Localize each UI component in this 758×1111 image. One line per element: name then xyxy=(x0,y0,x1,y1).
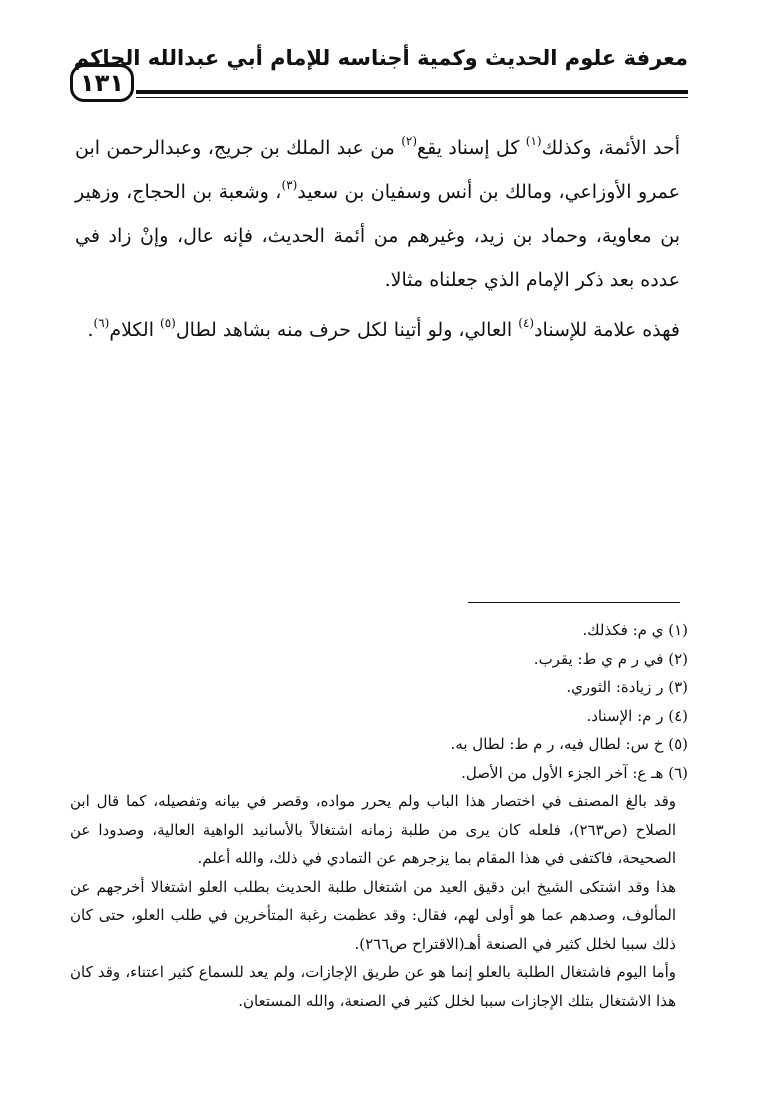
text-run: ، وشعبة بن الحجاج، وزهير بن معاوية، وحماد بن زيد، وغيرهم من أئمة الحديث، فإنه عال، وإنْ زاد في عدده بعد ذكر الإمام الذي جعلناه مثالا. xyxy=(75,181,680,291)
footnote-6-commentary-3: وأما اليوم فاشتغال الطلبة بالعلو إنما هو عن طريق الإجازات، ولم يعد للسماع كثير اعتناء، وقد كان هذا الاشتغال بتلك الإجازات سببا لخلل كثير في الصنعة، والله المستعان. xyxy=(70,963,676,1010)
header-rule-thick xyxy=(136,90,688,94)
footnotes xyxy=(70,616,688,1015)
body-paragraph-1 xyxy=(75,126,680,302)
footnote-number: (٤) xyxy=(668,706,688,725)
footnote-number: (٢) xyxy=(668,649,688,668)
footnote-number: (٥) xyxy=(668,735,688,753)
text-run: الكلام xyxy=(109,319,161,341)
footnote-6-commentary-1: وقد بالغ المصنف في اختصار هذا الباب ولم يحرر مواده، وقصر في بيانه وتفصيله، كما قال ابن الصلاح (ص٢٦٣)، فلعله كان يرى من طلبة زمانه اشتغالاً بالأسانيد الواهية العالية، وصدودا عن الصحيحة، فاكتفى في هذا المقام بما يزجرهم عن التمادي في ذلك، والله أعلم. xyxy=(70,792,676,867)
footnote-text: ي م: فكذلك. xyxy=(582,621,669,639)
footnote-number: (٣) xyxy=(668,678,688,696)
footnote-number: (١) xyxy=(668,621,688,639)
footnote-6 xyxy=(70,759,688,788)
main-text xyxy=(75,126,680,358)
footnote-3 xyxy=(70,673,688,702)
footnote-6-commentary-2: هذا وقد اشتكى الشيخ ابن دقيق العيد من اشتغال طلبة الحديث بطلب العلو اشتغالا أخرجهم عن المألوف، وصدهم عما هو أولى لهم، فقال: وقد عظمت رغبة المتأخرين في طلب العلو، حتى كان ذلك سببا لخلل كثير في الصنعة أهـ(الاقتراح ص٢٦٦). xyxy=(70,877,676,953)
page-header xyxy=(70,40,688,110)
footnote-text: ر زيادة: الثوري. xyxy=(566,678,669,696)
footnote-4 xyxy=(70,702,688,731)
footnote-ref-5[interactable]: (٥) xyxy=(160,316,176,330)
footnote-text: هـ ع: آخر الجزء الأول من الأصل. xyxy=(461,763,669,782)
footnote-text: في ر م ي ط: يقرب. xyxy=(533,649,669,668)
footnote-ref-2[interactable]: (٢) xyxy=(401,134,418,148)
footnote-text: ر م: الإسناد. xyxy=(586,706,669,725)
footnote-ref-1[interactable]: (١) xyxy=(525,134,542,148)
footnote-2 xyxy=(70,645,688,674)
text-run: من عبد الملك بن جريج، وعبدالرحمن ابن عمرو الأوزاعي، ومالك بن أنس وسفيان بن سعيد xyxy=(75,137,680,203)
body-paragraph-2 xyxy=(75,308,680,352)
text-run: . xyxy=(87,319,94,341)
footnote-1 xyxy=(70,616,688,645)
text-run: كل إسناد يقع xyxy=(417,137,526,159)
footnote-ref-3[interactable]: (٣) xyxy=(281,178,298,192)
footnote-separator xyxy=(468,602,680,603)
footnote-number: (٦) xyxy=(668,763,688,782)
text-run: فهذه علامة للإسناد xyxy=(534,319,680,341)
header-rule-thin xyxy=(136,97,688,98)
running-title: معرفة علوم الحديث وكمية أجناسه للإمام أبي عبدالله الحاكم xyxy=(73,46,688,70)
page-number: ١٣١ xyxy=(70,64,134,102)
footnote-text: خ س: لطال فيه، ر م ط: لطال به. xyxy=(450,735,669,753)
text-run: العالي، ولو أتينا لكل حرف منه بشاهد لطال xyxy=(175,319,519,341)
footnote-ref-4[interactable]: (٤) xyxy=(518,316,535,330)
footnote-ref-6[interactable]: (٦) xyxy=(93,316,110,330)
text-run: أحد الأئمة، وكذلك xyxy=(541,137,681,159)
footnote-5 xyxy=(70,730,688,759)
